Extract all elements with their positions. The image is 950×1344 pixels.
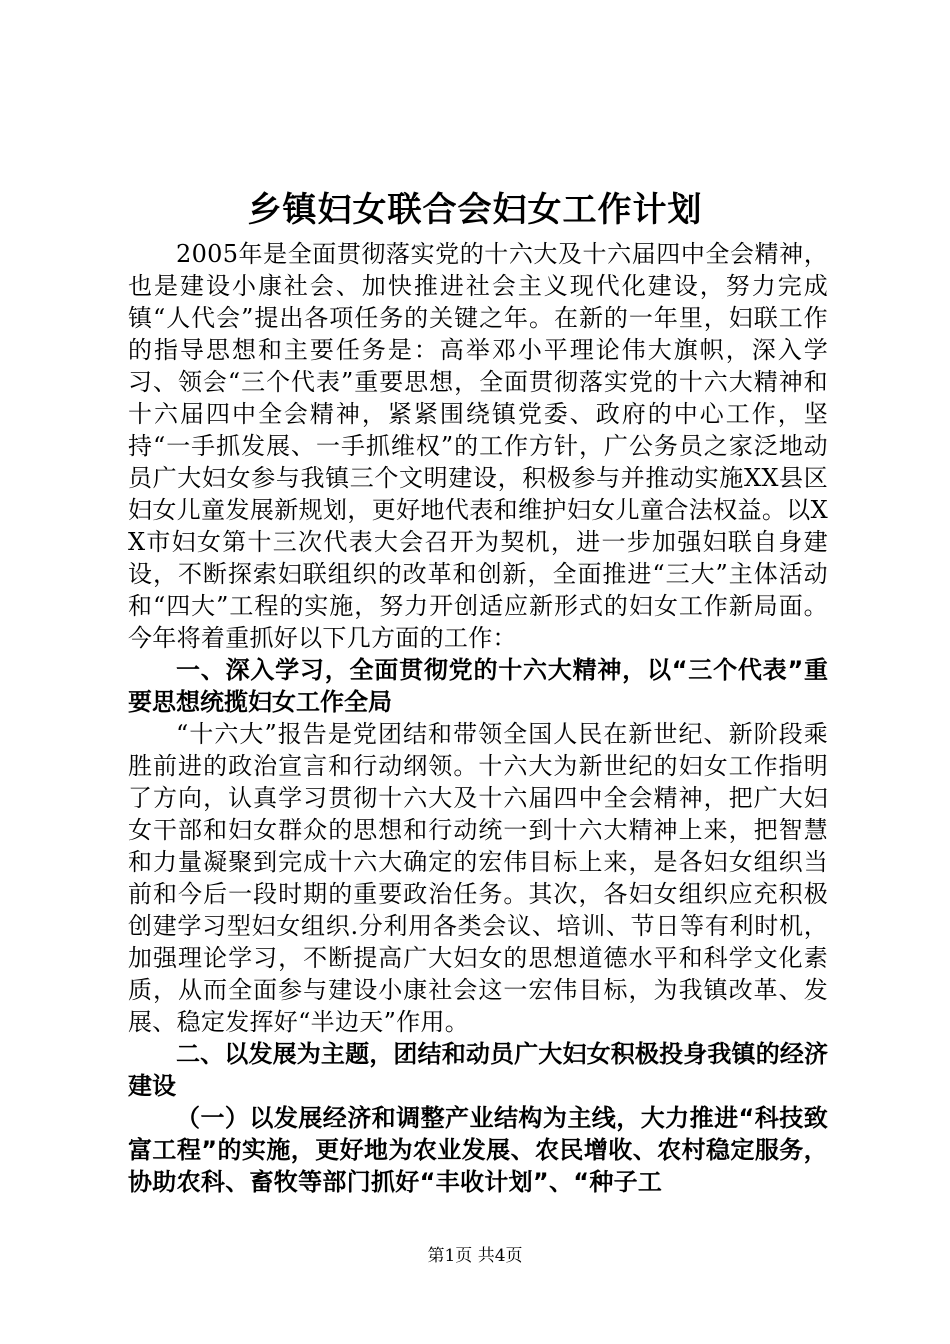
document-title: 乡镇妇女联合会妇女工作计划 bbox=[247, 190, 703, 230]
section-2-item-1: （一）以发展经济和调整产业结构为主线，大力推进“科技致富工程”的实施，更好地为农业发展、农民增收、农村稳定服务，协助农科、畜牧等部门抓好“丰收计划”、“种子工 bbox=[128, 1104, 828, 1196]
section-1-paragraph: “十六大”报告是党团结和带领全国人民在新世纪、新阶段乘胜前进的政治宣言和行动纲领。十六大为新世纪的妇女工作指明了方向，认真学习贯彻十六大及十六届四中全会精神，把广大妇女干部和妇女群众的思想和行动统一到十六大精神上来，把智慧和力量凝聚到完成十六大确定的宏伟目标上来，是各妇女组织当前和今后一段时期的重要政治任务。其次，各妇女组织应充积极创建学习型妇女组织.分利用各类会议、培训、节日等有利时机，加强理论学习，不断提高广大妇女的思想道德水平和科学文化素质，从而全面参与建设小康社会这一宏伟目标，为我镇改革、发展、稳定发挥好“半边天”作用。 bbox=[128, 720, 828, 1036]
section-heading-1: 一、深入学习，全面贯彻党的十六大精神，以“三个代表”重要思想统揽妇女工作全局 bbox=[128, 656, 828, 716]
document-body bbox=[128, 238, 828, 1198]
section-heading-2: 二、以发展为主题，团结和动员广大妇女积极投身我镇的经济建设 bbox=[128, 1040, 828, 1100]
intro-paragraph: 2005年是全面贯彻落实党的十六大及十六届四中全会精神，也是建设小康社会、加快推进社会主义现代化建设，努力完成镇“人代会”提出各项任务的关键之年。在新的一年里，妇联工作的指导思想和主要任务是：高举邓小平理论伟大旗帜，深入学习、领会“三个代表”重要思想，全面贯彻落实党的十六大精神和十六届四中全会精神，紧紧围绕镇党委、政府的中心工作，坚持“一手抓发展、一手抓维权”的工作方针，广公务员之家泛地动员广大妇女参与我镇三个文明建设，积极参与并推动实施XX县区妇女儿童发展新规划，更好地代表和维护妇女儿童合法权益。以XX市妇女第十三次代表大会召开为契机，进一步加强妇联自身建设，不断探索妇联组织的改革和创新，全面推进“三大”主体活动和“四大”工程的实施，努力开创适应新形式的妇女工作新局面。今年将着重抓好以下几方面的工作： bbox=[128, 240, 828, 652]
page-indicator: 第1页 共4页 bbox=[427, 1246, 523, 1266]
